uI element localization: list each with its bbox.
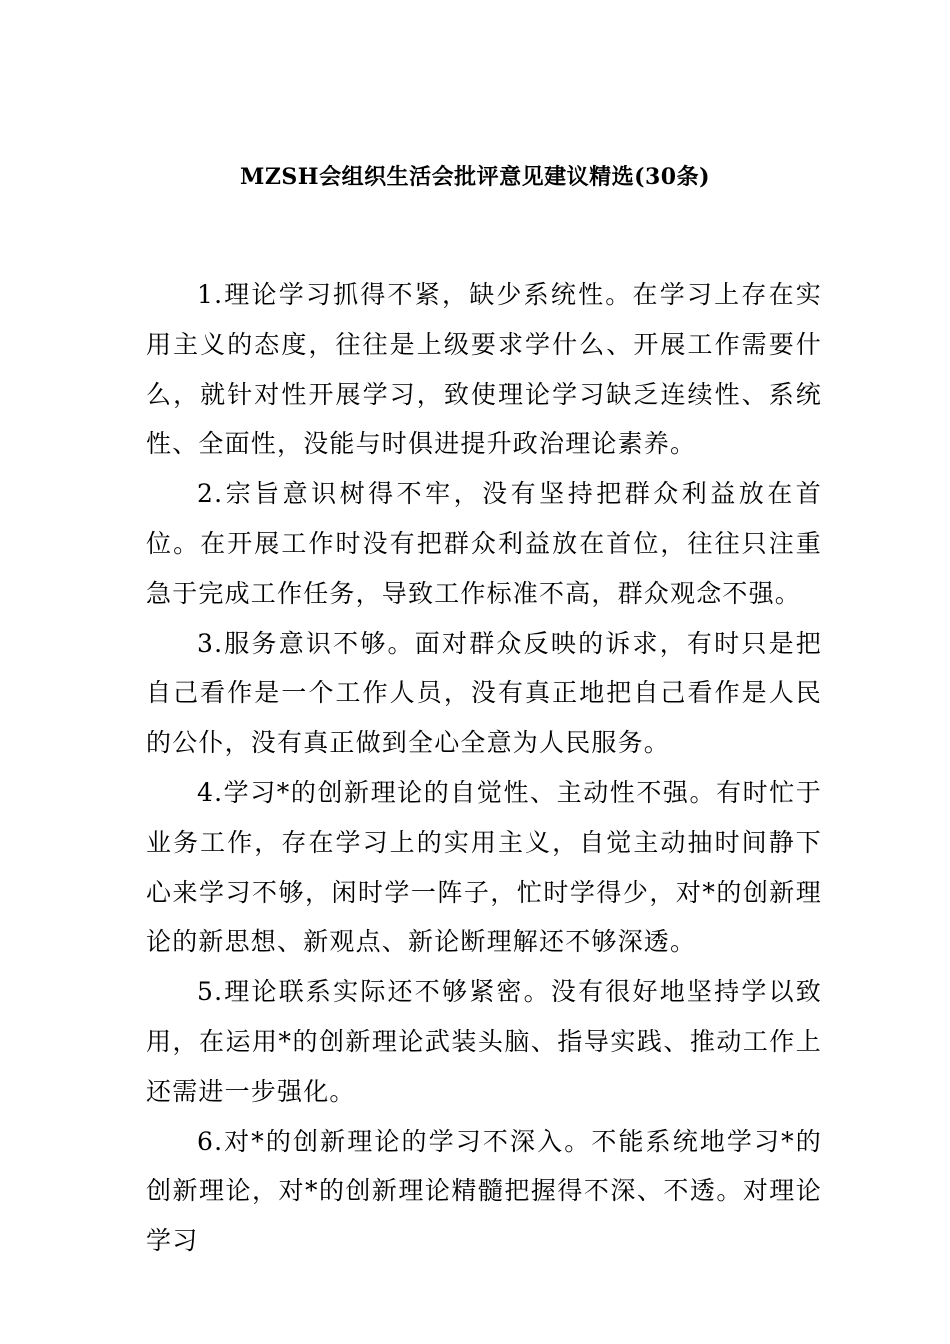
paragraph-3: 3.服务意识不够。面对群众反映的诉求，有时只是把自己看作是一个工作人员，没有真正地把自己看作是人民的公仆，没有真正做到全心全意为人民服务。 — [146, 628, 822, 758]
paragraph-4: 4.学习*的创新理论的自觉性、主动性不强。有时忙于业务工作，存在学习上的实用主义，自觉主动抽时间静下心来学习不够，闲时学一阵子，忙时学得少，对*的创新理论的新思想、新观点、新论断理解还不够深透。 — [146, 777, 822, 957]
paragraph-6: 6.对*的创新理论的学习不深入。不能系统地学习*的创新理论，对*的创新理论精髓把握得不深、不透。对理论学习 — [146, 1126, 822, 1256]
document-title: MZSH会组织生活会批评意见建议精选(30条) — [239, 164, 711, 190]
paragraph-2: 2.宗旨意识树得不牢，没有坚持把群众利益放在首位。在开展工作时没有把群众利益放在首位，往往只注重急于完成工作任务，导致工作标准不高，群众观念不强。 — [146, 479, 822, 608]
paragraph-1: 1.理论学习抓得不紧，缺少系统性。在学习上存在实用主义的态度，往往是上级要求学什么、开展工作需要什么，就针对性开展学习，致使理论学习缺乏连续性、系统性、全面性，没能与时俱进提升政治理论素养。 — [146, 280, 822, 459]
paragraph-5: 5.理论联系实际还不够紧密。没有很好地坚持学以致用，在运用*的创新理论武装头脑、指导实践、推动工作上还需进一步强化。 — [146, 977, 822, 1106]
document-body — [146, 270, 822, 1266]
